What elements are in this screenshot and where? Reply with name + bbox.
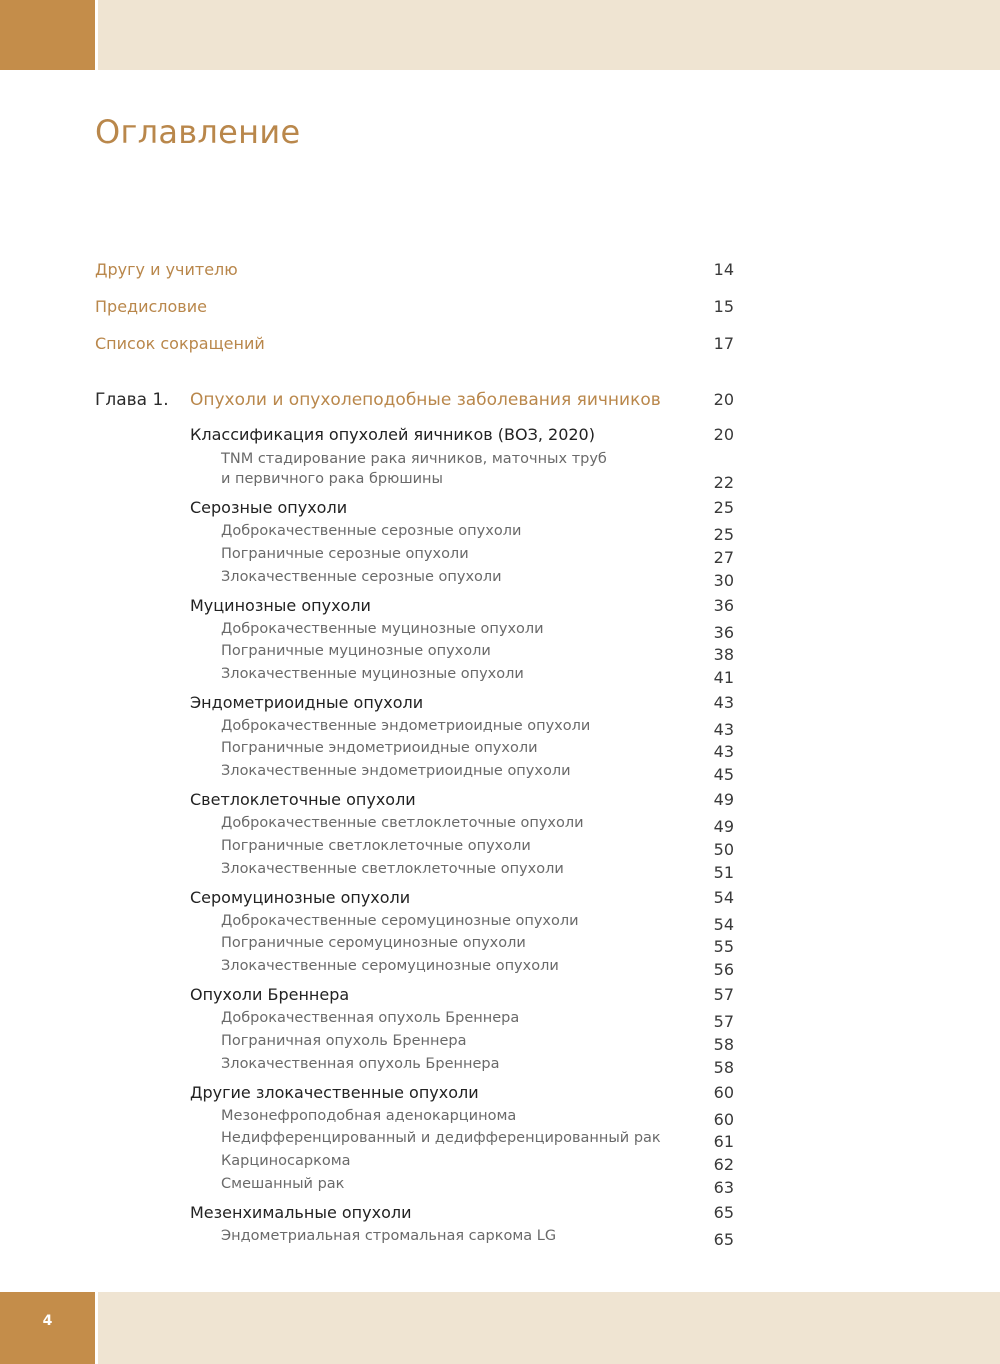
toc-entry-label: Пограничная опухоль Бреннера [221,1033,467,1049]
toc-entry-page: 61 [713,1132,734,1151]
toc-entry-label: Эндометриальная стромальная саркома LG [221,1228,557,1244]
toc-entry-page: 65 [713,1230,734,1249]
toc-entry-page: 36 [713,623,734,642]
toc-entry-label: Пограничные муцинозные опухоли [221,643,491,659]
toc-entry-label: Доброкачественные светлоклеточные опухоли [221,815,584,831]
toc-entry-label: Доброкачественные муцинозные опухоли [221,621,544,637]
chapter-page: 20 [713,390,734,409]
toc-entry-label: Злокачественные серомуцинозные опухоли [221,958,559,974]
toc-entry-label: Доброкачественные серозные опухоли [221,523,522,539]
toc-entry-page: 57 [713,985,734,1004]
toc-entry-page: 56 [713,960,734,979]
toc-entry-label: и первичного рака брюшины [221,471,443,487]
toc-entry-label: Доброкачественные эндометриоидные опухоли [221,718,591,734]
toc-entry-page: 27 [713,548,734,567]
toc-entry-page: 51 [713,863,734,882]
toc-entry-page: 49 [713,790,734,809]
toc-item-page: 17 [713,334,734,353]
toc-entry-page: 58 [713,1058,734,1077]
toc-entry-page: 22 [713,473,734,492]
toc-entry-label: Доброкачественная опухоль Бреннера [221,1010,520,1026]
toc-entry-page: 54 [713,915,734,934]
toc-item-page: 15 [713,297,734,316]
toc-entry-page: 63 [713,1178,734,1197]
toc-entry-page: 62 [713,1155,734,1174]
toc-entry-label: Злокачественные эндометриоидные опухоли [221,763,571,779]
toc-entry-label: Злокачественные серозные опухоли [221,569,502,585]
toc-entry-page: 65 [713,1203,734,1222]
toc-entry-page: 43 [713,720,734,739]
toc-entry-label: Пограничные серомуцинозные опухоли [221,935,526,951]
toc-item-page: 14 [713,260,734,279]
toc-entry-page: 38 [713,645,734,664]
toc-entry-label: Муцинозные опухоли [190,596,371,615]
page-title: Оглавление [95,113,301,151]
toc-entry-page: 43 [713,742,734,761]
toc-entry-label: Мезонефроподобная аденокарцинома [221,1108,517,1124]
toc-entry-label: Пограничные светлоклеточные опухоли [221,838,531,854]
toc-item-label: Список сокращений [95,334,265,353]
toc-entry-label: Эндометриоидные опухоли [190,693,424,712]
toc-entry-page: 41 [713,668,734,687]
toc-entry-page: 43 [713,693,734,712]
toc-entry-page: 45 [713,765,734,784]
toc-entry-label: Классификация опухолей яичников (ВОЗ, 2020) [190,425,595,444]
toc-entry-label: Опухоли Бреннера [190,985,350,1004]
toc-entry-label: Другие злокачественные опухоли [190,1083,479,1102]
toc-entry-label: TNM стадирование рака яичников, маточных труб [221,451,607,467]
toc-entry-label: Серомуцинозные опухоли [190,888,411,907]
toc-entry-label: Светлоклеточные опухоли [190,790,416,809]
toc-item-label: Другу и учителю [95,260,238,279]
toc-entry-label: Пограничные эндометриоидные опухоли [221,740,538,756]
page-number: 4 [42,1313,53,1329]
header-band [98,0,1000,70]
toc-entry-page: 50 [713,840,734,859]
toc-entry-label: Доброкачественные серомуцинозные опухоли [221,913,579,929]
header-accent-block [0,0,95,70]
toc-entry-page: 60 [713,1110,734,1129]
toc-entry-page: 54 [713,888,734,907]
toc-entry-label: Смешанный рак [221,1176,345,1192]
toc-entry-label: Пограничные серозные опухоли [221,546,469,562]
toc-entry-page: 20 [713,425,734,444]
toc-entry-label: Злокачественные светлоклеточные опухоли [221,861,564,877]
toc-entry-page: 57 [713,1012,734,1031]
toc-entry-label: Злокачественная опухоль Бреннера [221,1056,500,1072]
toc-entry-page: 36 [713,596,734,615]
toc-entry-label: Мезенхимальные опухоли [190,1203,412,1222]
toc-entry-page: 55 [713,937,734,956]
toc-entry-label: Злокачественные муцинозные опухоли [221,666,524,682]
footer-band [98,1292,1000,1364]
chapter-title: Опухоли и опухолеподобные заболевания яичников [190,390,661,410]
toc-entry-page: 60 [713,1083,734,1102]
toc-entry-label: Недифференцированный и дедифференцированный рак [221,1130,661,1146]
toc-entry-label: Серозные опухоли [190,498,348,517]
toc-entry-page: 49 [713,817,734,836]
toc-entry-page: 30 [713,571,734,590]
toc-item-label: Предисловие [95,297,207,316]
chapter-number: Глава 1. [95,390,169,410]
toc-entry-page: 25 [713,525,734,544]
toc-entry-page: 58 [713,1035,734,1054]
toc-entry-page: 25 [713,498,734,517]
toc-entry-label: Карциносаркома [221,1153,351,1169]
